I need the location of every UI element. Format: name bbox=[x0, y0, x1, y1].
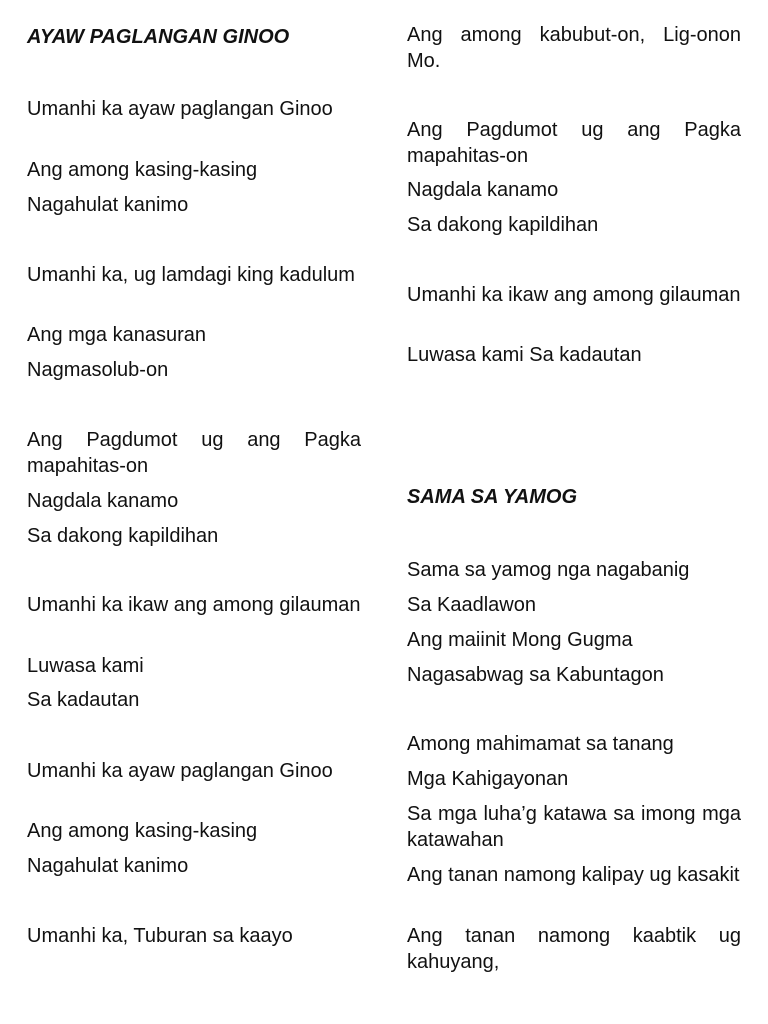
song-title-sama-sa-yamog: SAMA SA YAMOG bbox=[407, 486, 578, 508]
lyric-line: Umanhi ka ikaw ang among gilauman bbox=[407, 284, 741, 306]
lyric-line: Mga Kahigayonan bbox=[407, 768, 569, 790]
song-title-ayaw-paglangan-ginoo: AYAW PAGLANGAN GINOO bbox=[27, 26, 290, 48]
lyric-line: Among mahimamat sa tanang bbox=[407, 733, 674, 755]
lyric-line: Ang mga kanasuran bbox=[27, 324, 207, 346]
lyric-line: Sa dakong kapildihan bbox=[407, 214, 599, 236]
lyric-line: Ang among kasing-kasing bbox=[27, 820, 258, 842]
lyric-line: Nagdala kanamo bbox=[27, 490, 179, 512]
lyric-line: Nagahulat kanimo bbox=[27, 855, 189, 877]
lyric-line: Nagmasolub-on bbox=[27, 359, 169, 381]
lyric-line: Luwasa kami bbox=[27, 655, 144, 677]
lyric-line: Umanhi ka, ug lamdagi king kadulum bbox=[27, 264, 355, 286]
lyric-line: Nagdala kanamo bbox=[407, 179, 559, 201]
lyric-line: Nagahulat kanimo bbox=[27, 194, 189, 216]
lyric-line: Sama sa yamog nga nagabanig bbox=[407, 559, 690, 581]
lyric-line: Umanhi ka ayaw paglangan Ginoo bbox=[27, 760, 333, 782]
lyric-line: Ang Pagdumot ug ang Pagka mapahitas-on bbox=[407, 119, 741, 167]
lyric-line: Umanhi ka ikaw ang among gilauman bbox=[27, 594, 361, 616]
lyric-line: Ang tanan namong kaabtik ug kahuyang, bbox=[407, 925, 741, 973]
lyric-line: Sa Kaadlawon bbox=[407, 594, 536, 616]
lyric-line: Ang maiinit Mong Gugma bbox=[407, 629, 633, 651]
lyric-line: Sa kadautan bbox=[27, 689, 140, 711]
lyric-line: Luwasa kami Sa kadautan bbox=[407, 344, 642, 366]
lyric-line: Ang among kabubut-on, Lig-onon Mo. bbox=[407, 24, 741, 72]
lyric-line: Ang among kasing-kasing bbox=[27, 159, 258, 181]
lyric-line: Ang Pagdumot ug ang Pagka mapahitas-on bbox=[27, 429, 361, 477]
lyric-line: Umanhi ka ayaw paglangan Ginoo bbox=[27, 98, 333, 120]
lyric-line: Ang tanan namong kalipay ug kasakit bbox=[407, 864, 740, 886]
lyric-line: Sa mga luha’g katawa sa imong mga katawahan bbox=[407, 803, 741, 851]
lyric-line: Umanhi ka, Tuburan sa kaayo bbox=[27, 925, 293, 947]
lyric-line: Sa dakong kapildihan bbox=[27, 525, 219, 547]
lyric-line: Nagasabwag sa Kabuntagon bbox=[407, 664, 664, 686]
